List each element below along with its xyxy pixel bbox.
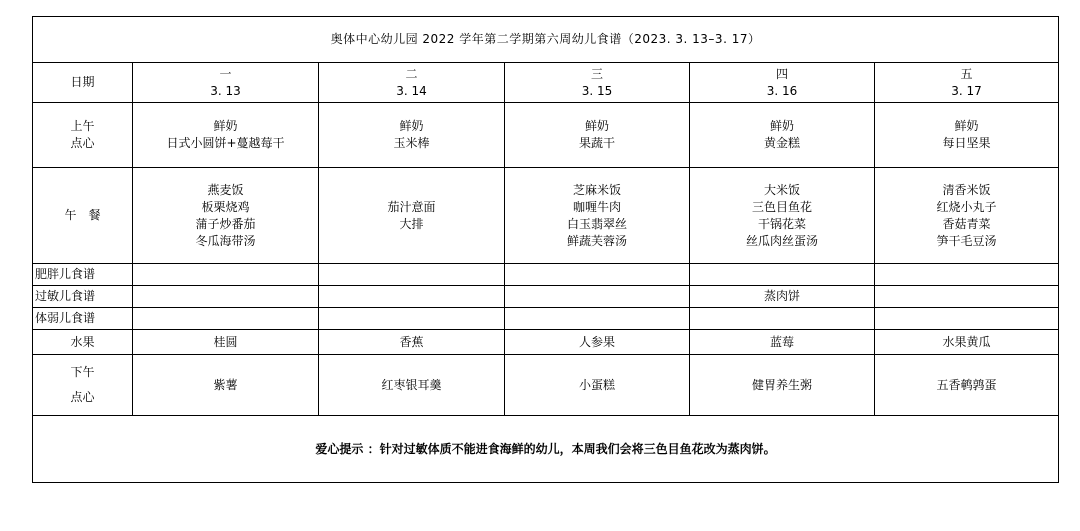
menu-item: 鲜奶 [584, 119, 609, 133]
weekday-label: 四 [775, 66, 788, 81]
date-row [33, 63, 1059, 103]
weak-cell [133, 308, 319, 330]
date-label: 3. 15 [581, 83, 613, 98]
row-label-fruit: 水果 [33, 330, 133, 355]
pm-snack-cell: 五香鹌鹑蛋 [875, 355, 1059, 416]
pm-snack-cell: 紫薯 [133, 355, 319, 416]
row-label-obese: 肥胖儿食谱 [33, 264, 133, 286]
fruit-row [33, 330, 1059, 355]
obese-menu-row [33, 264, 1059, 286]
am-snack-cell [875, 103, 1059, 168]
day-header [875, 63, 1059, 103]
allergy-cell [505, 286, 690, 308]
allergy-cell: 蒸肉饼 [690, 286, 875, 308]
day-header [690, 63, 875, 103]
am-snack-cell [690, 103, 875, 168]
menu-item: 红烧小丸子 [936, 199, 997, 214]
row-label-lunch: 午 餐 [33, 168, 133, 264]
am-snack-cell [319, 103, 505, 168]
lunch-cell [505, 168, 690, 264]
menu-item: 笋干毛豆汤 [936, 233, 997, 248]
date-label: 3. 14 [396, 83, 427, 98]
menu-title: 奥体中心幼儿园 2022 学年第二学期第六周幼儿食谱（2023. 3. 13–3. 17） [33, 17, 1059, 63]
lunch-cell [319, 168, 505, 264]
menu-item: 燕麦饭 [207, 182, 244, 197]
weekday-label: 二 [405, 66, 418, 81]
obese-cell [319, 264, 505, 286]
row-label-am-snack [33, 103, 133, 168]
menu-item: 冬瓜海带汤 [195, 233, 256, 248]
menu-item: 板栗烧鸡 [201, 199, 250, 214]
menu-item: 三色目鱼花 [751, 199, 812, 214]
menu-item: 鲜蔬芙蓉汤 [566, 233, 627, 248]
allergy-cell [133, 286, 319, 308]
menu-item: 蒲子炒番茄 [195, 216, 256, 231]
menu-item: 干锅花菜 [757, 216, 806, 231]
pm-snack-row [33, 355, 1059, 416]
row-label-allergy: 过敏儿食谱 [33, 286, 133, 308]
menu-item: 清香米饭 [942, 182, 991, 197]
menu-item: 咖喱牛肉 [572, 199, 621, 214]
weekday-label: 三 [590, 66, 603, 81]
menu-item: 日式小圆饼+蔓越莓干 [166, 136, 285, 150]
menu-item: 果蔬干 [578, 136, 615, 150]
lunch-cell [875, 168, 1059, 264]
fruit-cell: 水果黄瓜 [875, 330, 1059, 355]
fruit-cell: 香蕉 [319, 330, 505, 355]
am-snack-cell [505, 103, 690, 168]
day-header [133, 63, 319, 103]
care-tip-note: 爱心提示 ：针对过敏体质不能进食海鲜的幼儿，本周我们会将三色目鱼花改为蒸肉饼。 [33, 416, 1059, 483]
menu-table [32, 16, 1059, 483]
weekday-label: 一 [219, 66, 232, 81]
menu-item: 鲜奶 [213, 119, 238, 133]
row-label-pm-snack [33, 355, 133, 416]
menu-item: 鲜奶 [399, 119, 424, 133]
allergy-menu-row [33, 286, 1059, 308]
menu-item: 黄金糕 [763, 136, 800, 150]
weak-cell [505, 308, 690, 330]
weak-cell [875, 308, 1059, 330]
weak-cell [690, 308, 875, 330]
obese-cell [690, 264, 875, 286]
row-label-line: 点心 [70, 390, 95, 404]
row-label-line: 点心 [70, 136, 95, 150]
allergy-cell [875, 286, 1059, 308]
menu-item: 白玉翡翠丝 [566, 216, 627, 231]
menu-item: 芝麻米饭 [572, 182, 621, 197]
fruit-cell: 人参果 [505, 330, 690, 355]
menu-item: 每日坚果 [942, 136, 991, 150]
row-label-weak: 体弱儿食谱 [33, 308, 133, 330]
obese-cell [875, 264, 1059, 286]
row-label-date: 日期 [33, 63, 133, 103]
fruit-cell: 桂圆 [133, 330, 319, 355]
allergy-cell [319, 286, 505, 308]
obese-cell [133, 264, 319, 286]
row-label-line: 上午 [70, 119, 95, 133]
pm-snack-cell: 健胃养生粥 [690, 355, 875, 416]
date-label: 3. 13 [210, 83, 241, 98]
obese-cell [505, 264, 690, 286]
lunch-cell [690, 168, 875, 264]
am-snack-row [33, 103, 1059, 168]
menu-item: 鲜奶 [769, 119, 794, 133]
date-label: 3. 16 [766, 83, 798, 98]
menu-item: 玉米棒 [393, 136, 430, 150]
date-label: 3. 17 [951, 83, 982, 98]
weak-menu-row [33, 308, 1059, 330]
lunch-cell [133, 168, 319, 264]
menu-item: 大米饭 [763, 182, 800, 197]
menu-item: 丝瓜肉丝蛋汤 [745, 233, 818, 248]
weak-cell [319, 308, 505, 330]
day-header [319, 63, 505, 103]
lunch-row [33, 168, 1059, 264]
weekday-label: 五 [960, 66, 973, 81]
menu-item: 大排 [399, 216, 424, 231]
pm-snack-cell: 小蛋糕 [505, 355, 690, 416]
row-label-line: 下午 [70, 365, 95, 379]
menu-item: 香菇青菜 [942, 216, 991, 231]
pm-snack-cell: 红枣银耳羹 [319, 355, 505, 416]
menu-item: 茄汁意面 [387, 199, 436, 214]
am-snack-cell [133, 103, 319, 168]
fruit-cell: 蓝莓 [690, 330, 875, 355]
day-header [505, 63, 690, 103]
menu-item: 鲜奶 [954, 119, 979, 133]
